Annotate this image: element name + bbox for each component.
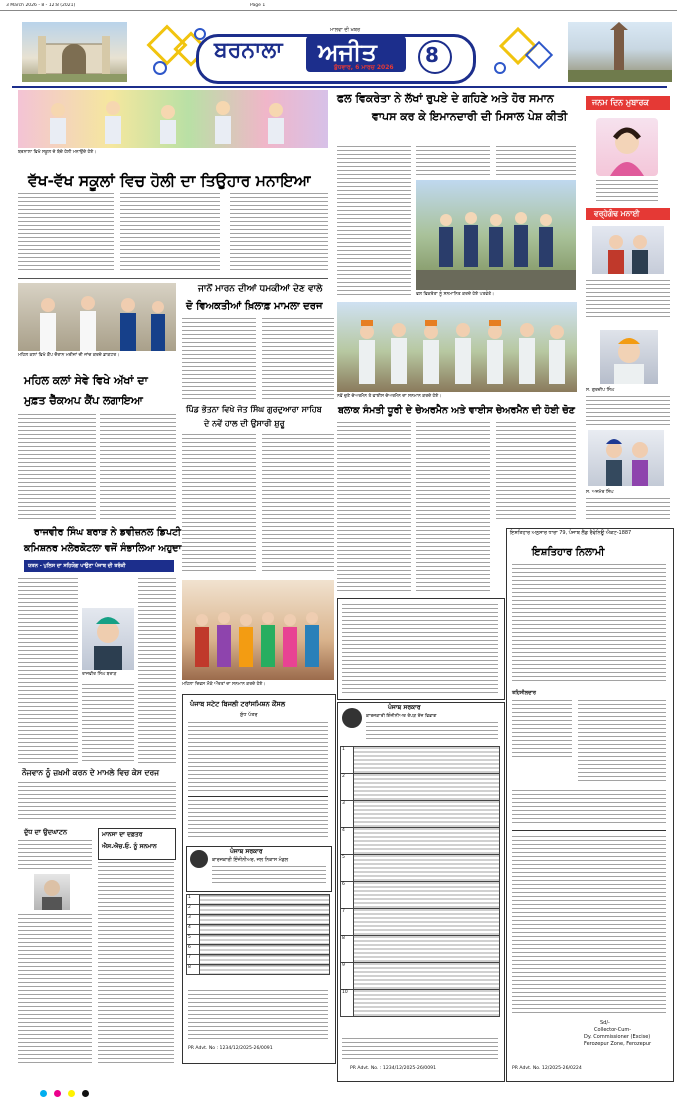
threat-headline-1: ਜਾਨੋਂ ਮਾਰਨ ਦੀਆਂ ਧਮਕੀਆਂ ਦੇਣ ਵਾਲੇ — [198, 284, 323, 294]
youth-text — [18, 782, 176, 822]
tender2-emblem-icon — [342, 708, 362, 728]
notice-box-text — [342, 604, 498, 694]
tender2-header-text — [366, 722, 498, 740]
eyecamp-headline-2: ਮੁਫ਼ਤ ਚੈੱਕਅਪ ਕੈਂਪ ਲਗਾਇਆ — [24, 394, 143, 407]
pseb-ad-body — [188, 722, 328, 792]
tender2-footer: PR Advt. No. : 1234/12/2025-26/0091 — [350, 1066, 436, 1071]
pseb-ad-body-2 — [188, 800, 328, 840]
bloc-headline: ਬਲਾਕ ਸੰਮਤੀ ਧੂਰੀ ਦੇ ਚੇਅਰਮੈਨ ਅਤੇ ਵਾਈਸ ਚੇਅਰਮੈਨ ਦੀ ਹੋਈ ਚੋਣ — [338, 405, 575, 416]
masthead-rule — [12, 86, 667, 88]
birthday-text — [596, 180, 658, 204]
auction-list-right — [578, 700, 666, 784]
tender2-table — [340, 746, 500, 1017]
tender1-title: ਪੰਜਾਬ ਸਰਕਾਰ — [230, 848, 263, 855]
obit-text-2 — [586, 498, 670, 522]
auction-sign-2: Collector-Cum- — [594, 1027, 632, 1033]
page-number: 8 — [425, 43, 439, 67]
tender2-row-no: 6 — [341, 882, 354, 909]
fruit-photo — [416, 180, 576, 290]
auction-footer: PR Advt. No. 12/2025-26/0224 — [512, 1066, 582, 1071]
bloc-photo — [337, 302, 577, 392]
women-caption: ਮਹਿਲਾ ਦਿਵਸ ਮੌਕੇ ਔਰਤਾਂ ਦਾ ਸਨਮਾਨ ਕਰਦੇ ਹੋਏ। — [182, 682, 266, 687]
anniversary-text — [586, 280, 670, 320]
tender2-row-no: 5 — [341, 855, 354, 882]
holi-text-col2 — [120, 193, 220, 273]
fruit-headline-1: ਫਲ ਵਿਕਰੇਤਾ ਨੇ ਲੱਖਾਂ ਰੁਪਏ ਦੇ ਗਹਿਣੇ ਅਤੇ ਹੋਰ ਸਮਾਨ — [337, 92, 554, 105]
condolence-right-text — [98, 862, 174, 1064]
auction-details — [512, 790, 666, 826]
gurdwara-text-col2 — [262, 434, 334, 574]
holi-headline: ਵੱਖ-ਵੱਖ ਸਕੂਲਾਂ ਵਿਚ ਹੋਲੀ ਦਾ ਤਿਉਹਾਰ ਮਨਾਇਆ — [28, 172, 311, 190]
tender2-row-no: 3 — [341, 801, 354, 828]
threat-text-col2 — [262, 318, 334, 400]
fruit-caption: ਫਲ ਵਿਕਰੇਤਾ ਨੂੰ ਸਨਮਾਨਿਤ ਕਰਦੇ ਹੋਏ ਪਤਵੰਤੇ। — [416, 292, 495, 297]
rajinder-photo-caption: ਰਾਜਵੀਰ ਸਿੰਘ ਬਰਾੜ — [82, 672, 117, 677]
tender1-emblem-icon — [190, 850, 208, 868]
threat-headline-2: ਦੋ ਵਿਅਕਤੀਆਂ ਖ਼ਿਲਾਫ਼ ਮਾਮਲਾ ਦਰਜ — [186, 301, 323, 312]
pseb-ad-title: ਪੰਜਾਬ ਸਟੇਟ ਬਿਜਲੀ ਟਰਾਂਸਮਿਸ਼ਨ ਕੌਂਸਲ — [190, 700, 286, 708]
top-rule — [0, 10, 677, 11]
holi-caption: ਬਰਨਾਲਾ ਵਿਖੇ ਸਕੂਲ ਦੇ ਬੱਚੇ ਹੋਲੀ ਮਨਾਉਂਦੇ ਹੋਏ। — [18, 150, 97, 155]
obit-name-1: ਸ. ਗੁਰਦੀਪ ਸਿੰਘ — [586, 388, 615, 393]
eyecamp-photo — [18, 283, 176, 351]
eyecamp-text-col1 — [18, 414, 96, 522]
obit-photo-1 — [600, 330, 658, 384]
page-tag: Page 1 — [250, 3, 266, 8]
tender2-row-no: 8 — [341, 936, 354, 963]
tender1-row-no: 2 — [187, 905, 200, 915]
condolence-box-title: ਮਾਨਸਾ ਦਾ ਦਫ਼ਤਰ — [102, 831, 143, 838]
pseb-ad-rule — [188, 796, 328, 797]
tender1-table — [186, 894, 330, 975]
holi-text-col1 — [18, 193, 114, 273]
gurdwara-headline-2: ਦੇ ਨਵੇਂ ਹਾਲ ਦੀ ਉਸਾਰੀ ਸ਼ੁਰੂ — [204, 419, 285, 428]
obit-text-1 — [586, 396, 670, 426]
masthead-edition: ਮਾਲਵਾ ਦੀ ਖ਼ਬਰ — [330, 27, 361, 33]
ornament-right — [486, 24, 562, 80]
condolence-left-text — [18, 840, 92, 870]
anniversary-banner: ਵਰ੍ਹੇਗੰਢ ਮਨਾਈ — [594, 209, 640, 218]
print-slug: 3 March 2026 - 8 - 12:8 (2021) — [6, 3, 76, 8]
women-photo — [182, 580, 334, 680]
fruit-text-col2 — [416, 146, 490, 176]
auction-official: ਤਹਿਸੀਲਦਾਰ — [512, 690, 536, 696]
tender2-footer-text — [342, 1038, 498, 1060]
condolence-left-title: ਦੁੱਧ ਦਾ ਉਦਘਾਟਨ — [24, 828, 68, 836]
anniversary-photo — [592, 226, 664, 274]
tender1-row-no: 1 — [187, 895, 200, 905]
rajinder-photo — [82, 608, 134, 670]
masthead-date: ਬੁੱਧਵਾਰ, 6 ਮਾਰਚ 2026 — [334, 64, 394, 71]
tender1-row-no: 8 — [187, 965, 200, 975]
tender1-row-no: 4 — [187, 925, 200, 935]
masthead-city: ਬਰਨਾਲਾ — [214, 38, 283, 63]
rajinder-text-col2 — [138, 578, 176, 764]
tender1-header-text — [212, 866, 326, 886]
fruit-headline-2: ਵਾਪਸ ਕਰ ਕੇ ਇਮਾਨਦਾਰੀ ਦੀ ਮਿਸਾਲ ਪੇਸ਼ ਕੀਤੀ — [372, 110, 568, 123]
yellow-dot-icon — [68, 1090, 75, 1097]
rajinder-text-col3 — [82, 684, 134, 764]
rajinder-headline-1: ਰਾਜਵੀਰ ਸਿੰਘ ਬਰਾੜ ਨੇ ਡਵੀਜ਼ਨਲ ਡਿਪਟੀ — [34, 527, 182, 538]
masthead-photo-right — [568, 22, 672, 82]
pseb-ad-footer: PR Advt. No : 1234/12/2025-26/0091 — [188, 1046, 273, 1051]
auction-body — [512, 564, 666, 684]
tender2-row-no: 2 — [341, 774, 354, 801]
rajinder-text-col1 — [18, 578, 78, 764]
masthead-paper: ਅਜੀਤ — [318, 38, 377, 66]
threat-text-col1 — [182, 318, 256, 400]
obit-photo-2 — [588, 430, 664, 486]
fruit-text-col3 — [496, 146, 576, 176]
tender1-row-no: 7 — [187, 955, 200, 965]
eyecamp-text-col2 — [100, 414, 176, 522]
magenta-dot-icon — [54, 1090, 61, 1097]
holi-text-col3 — [230, 193, 328, 273]
eyecamp-headline-1: ਮਹਿਲ ਕਲਾਂ ਸੇਵੇ ਵਿਖੇ ਅੱਖਾਂ ਦਾ — [24, 374, 148, 387]
masthead-photo-left — [22, 22, 127, 82]
tender2-row-no: 9 — [341, 963, 354, 990]
bloc-text-col3 — [496, 422, 576, 522]
rajinder-headline-2: ਕਮਿਸ਼ਨਰ ਮਲੇਰਕੋਟਲਾ ਵਜੋਂ ਸੰਭਾਲਿਆ ਅਹੁਦਾ — [24, 543, 182, 554]
holi-photo — [18, 90, 328, 148]
condolence-box-sub: ਐਸ.ਐਚ.ਓ. ਨੂੰ ਸਨਮਾਨ — [102, 843, 157, 850]
cyan-dot-icon — [40, 1090, 47, 1097]
obit-name-2: ਸ. ਅਜਮੇਰ ਸਿੰਘ — [586, 490, 614, 495]
auction-title: ਇਸ਼ਤਿਹਾਰ ਨਿਲਾਮੀ — [532, 547, 605, 558]
tender2-row-no: 1 — [341, 747, 354, 774]
tender1-row-no: 6 — [187, 945, 200, 955]
bloc-text-col1 — [337, 422, 411, 592]
condolence-photo — [34, 874, 70, 910]
auction-rule — [512, 830, 666, 831]
bloc-text-col2 — [416, 422, 490, 592]
gurdwara-text-col1 — [182, 434, 256, 574]
condolence-left-text-2 — [18, 914, 92, 1064]
bloc-caption: ਨਵੇਂ ਚੁਣੇ ਚੇਅਰਮੈਨ ਤੇ ਵਾਈਸ ਚੇਅਰਮੈਨ ਦਾ ਸਨਮਾਨ ਕਰਦੇ ਹੋਏ। — [337, 394, 442, 399]
tender1-sub: ਕਾਰਜਕਾਰੀ ਇੰਜੀਨੀਅਰ, ਜਲ ਨਿਕਾਸ ਮੰਡਲ — [212, 858, 288, 863]
black-dot-icon — [82, 1090, 89, 1097]
eyecamp-caption: ਮਹਿਲ ਕਲਾਂ ਵਿਖੇ ਕੈਂਪ ਦੌਰਾਨ ਮਰੀਜ਼ਾਂ ਦੀ ਜਾਂਚ ਕਰਦੇ ਡਾਕਟਰ। — [18, 353, 120, 358]
youth-headline: ਨੌਜਵਾਨ ਨੂੰ ਜ਼ਖ਼ਮੀ ਕਰਨ ਦੇ ਮਾਮਲੇ ਵਿਚ ਕੇਸ ਦਰਜ — [22, 768, 160, 777]
tender1-row-no: 5 — [187, 935, 200, 945]
auction-sign-1: Sd/- — [600, 1020, 610, 1026]
auction-top: ਇਸ਼ਤਿਹਾਰ ਅਨੁਸਾਰ ਧਾਰਾ 79, ਪੰਜਾਬ ਲੈਂਡ ਰੈਵੇਨਿਊ ਐਕਟ-1887 — [510, 530, 632, 536]
registration-bar — [0, 1082, 677, 1089]
tender2-title: ਪੰਜਾਬ ਸਰਕਾਰ — [388, 704, 421, 711]
birthday-photo — [596, 118, 658, 176]
rajinder-banner: ਯਤਨ - ਪੁਲਿਸ ਦਾ ਸਹਿਯੋਗ ਪਾਉਣਾ ਪੰਜਾਬ ਦੀ ਤਰੱਕੀ — [28, 563, 126, 569]
tender2-row-no: 4 — [341, 828, 354, 855]
gurdwara-headline-1: ਪਿੰਡ ਭੋਤਨਾ ਵਿਖੇ ਜੋਤ ਸਿੰਘ ਗੁਰਦੁਆਰਾ ਸਾਹਿਬ — [186, 405, 322, 414]
rule-holi — [18, 278, 328, 279]
auction-list-left — [512, 700, 572, 760]
auction-sign-4: Ferozepur Zone, Ferozepur — [584, 1041, 652, 1047]
fruit-text-col1 — [337, 146, 411, 296]
tender2-row-no: 7 — [341, 909, 354, 936]
pseb-ad-footer-text — [188, 990, 328, 1040]
tender1-row-no: 3 — [187, 915, 200, 925]
tender2-sub: ਕਾਰਜਕਾਰੀ ਇੰਜੀਨੀਅਰ ਰੋਪੜ ਰੇਂਜ ਵਿਭਾਗ — [366, 714, 437, 719]
auction-english-text — [512, 836, 666, 1016]
birthday-banner: ਜਨਮ ਦਿਨ ਮੁਬਾਰਕ — [592, 98, 649, 107]
pseb-ad-sub: ਸ਼ੁੱਧ ਪੱਤਰ — [240, 712, 258, 718]
tender2-row-no: 10 — [341, 990, 354, 1017]
auction-sign-3: Dy. Commissioner (Excise) — [584, 1034, 651, 1040]
